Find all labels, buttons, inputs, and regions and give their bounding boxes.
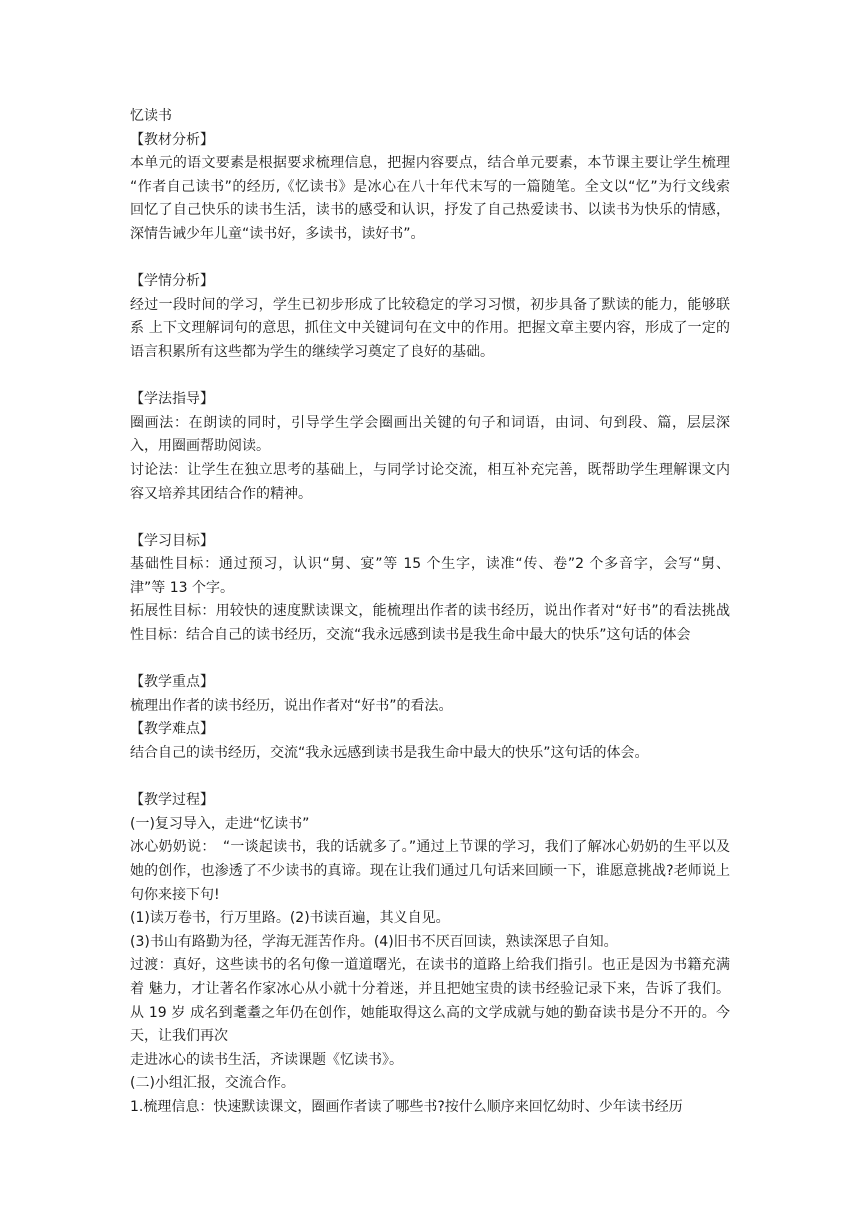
section-paragraph: 走进冰心的读书生活，齐读课题《忆读书》。 — [130, 1051, 403, 1068]
section-paragraph: (3)书山有路勤为径，学海无涯苦作舟。(4)旧书不厌百回读，熟读深思子自知。 — [130, 933, 618, 950]
section-heading: 【教学难点】 — [130, 721, 214, 738]
sections-container — [130, 129, 744, 1120]
section-paragraph: 过渡：真好，这些读书的名句像一道道曙光，在读书的道路上给我们指引。也正是因为书籍充满着 魅力，才让著名作家冰心从小就十分着迷，并且把她宝贵的读书经验记录下来，告诉了我们。从 19 岁 成名到耄耋之年仍在创作，她能取得这么高的文学成就与她的勤奋读书是分不开的。今天，让我们再次 — [130, 957, 730, 1045]
section-heading: 【学法指导】 — [130, 391, 214, 408]
blank-line — [130, 365, 730, 389]
section-heading: 【教学重点】 — [130, 674, 214, 691]
section-heading: 【教材分析】 — [130, 131, 214, 148]
section-paragraph: 冰心奶奶说： “一谈起读书，我的话就多了。”通过上节课的学习，我们了解冰心奶奶的生平以及 她的创作，也渗透了不少读书的真谛。现在让我们通过几句话来回顾一下，谁愿意挑战?老师说上句你来接下句! — [130, 839, 730, 903]
blank-line — [130, 506, 730, 530]
blank-line — [130, 247, 730, 271]
section-paragraph: 梳理出作者的读书经历，说出作者对“好书”的看法。 — [130, 697, 453, 714]
section-paragraph: (1)读万卷书，行万里路。(2)书读百遍，其义自见。 — [130, 910, 450, 927]
section-paragraph: (一)复习导入，走进“忆读书” — [130, 815, 310, 832]
document-body — [130, 105, 744, 1120]
section-heading: 【教学过程】 — [130, 792, 214, 809]
section-paragraph: 经过一段时间的学习，学生已初步形成了比较稳定的学习习惯，初步具备了默读的能力，能够联系 上下文理解词句的意思，抓住文中关键词句在文中的作用。把握文章主要内容，形成了一定的语言积累所有这些都为学生的继续学习奠定了良好的基础。 — [130, 296, 730, 360]
section-paragraph: 1.梳理信息：快速默读课文，圈画作者读了哪些书?按什么顺序来回忆幼时、少年读书经历 — [130, 1098, 683, 1115]
section-paragraph: 结合自己的读书经历，交流“我永远感到读书是我生命中最大的快乐”这句话的体会。 — [130, 745, 649, 762]
section-paragraph: 基础性目标：通过预习，认识“舅、宴”等 15 个生字，读准“传、卷”2 个多音字，会写“舅、津”等 13 个字。 — [130, 556, 730, 596]
section-paragraph: 圈画法：在朗读的同时，引导学生学会圈画出关键的句子和词语，由词、句到段、篇，层层深入，用圈画帮助阅读。 — [130, 414, 730, 455]
section-paragraph: (二)小组汇报，交流合作。 — [130, 1075, 295, 1092]
section-paragraph: 拓展性目标：用较快的速度默读课文，能梳理出作者的读书经历，说出作者对“好书”的看法挑战性目标：结合自己的读书经历，交流“我永远感到读书是我生命中最大的快乐”这句话的体会 — [130, 603, 730, 644]
section-paragraph: 讨论法：让学生在独立思考的基础上，与同学讨论交流，相互补充完善，既帮助学生理解课文内容又培养其团结合作的精神。 — [130, 461, 730, 502]
document-title: 忆读书 — [130, 108, 172, 124]
section-heading: 【学习目标】 — [130, 532, 214, 549]
section-paragraph: 本单元的语文要素是根据要求梳理信息，把握内容要点，结合单元要素，本节课主要让学生梳理 “作者自己读书”的经历,《忆读书》是冰心在八十年代末写的一篇随笔。全文以“忆”为行文线索 回忆了自己快乐的读书生活，读书的感受和认识，抒发了自己热爱读书、以读书为快乐的情感，深情告诫少年儿童“读书好，多读书，读好书”。 — [130, 155, 744, 242]
blank-line — [130, 766, 730, 790]
blank-line — [130, 648, 730, 672]
section-heading: 【学情分析】 — [130, 273, 214, 290]
